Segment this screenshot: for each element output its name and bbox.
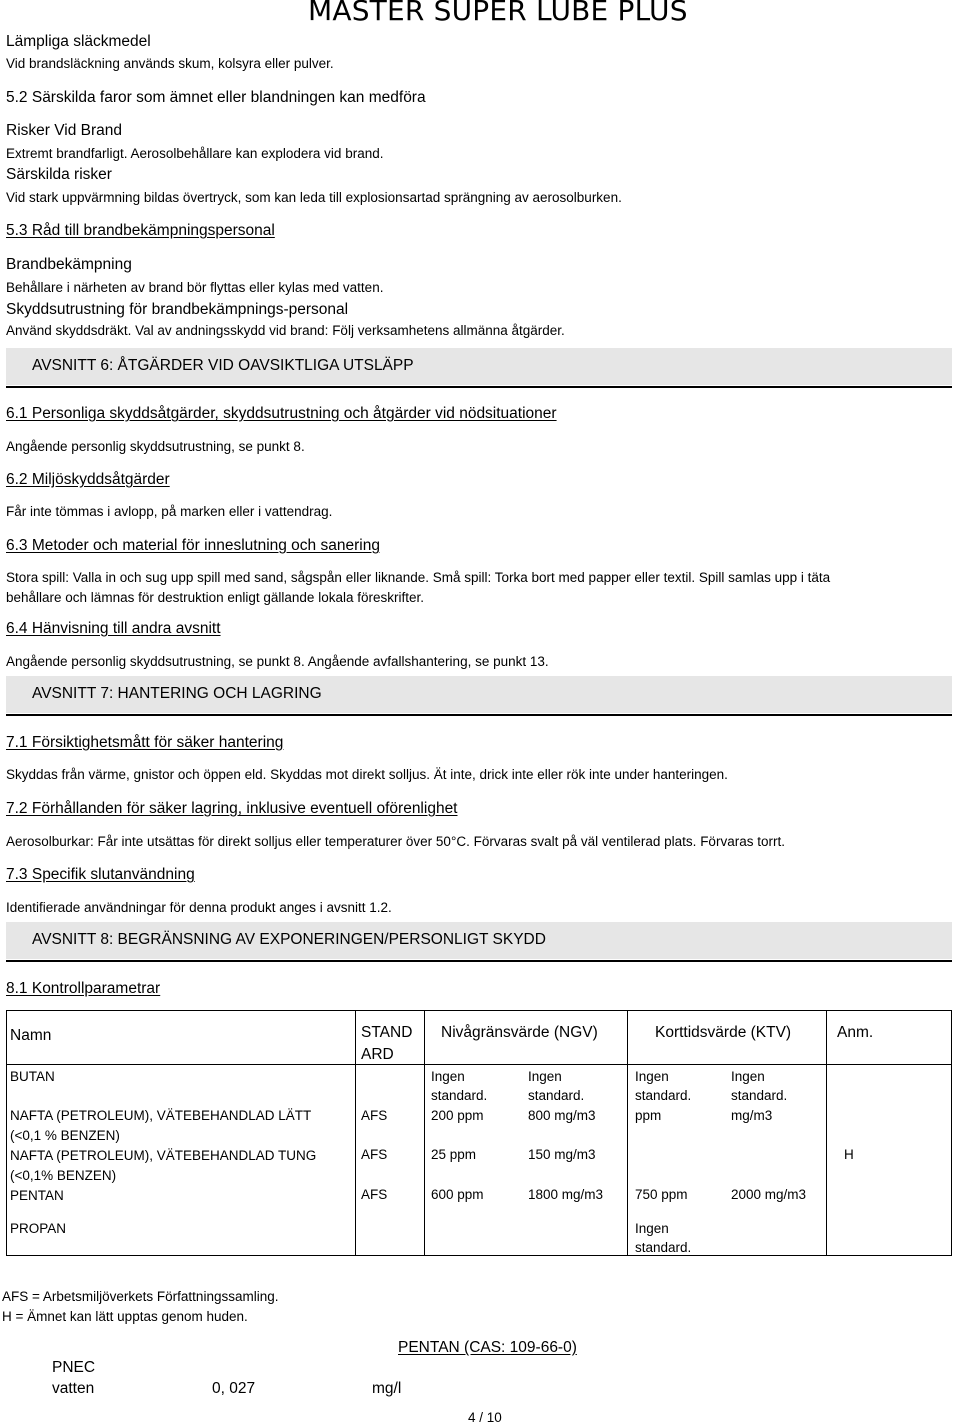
heading-5-2: 5.2 Särskilda faror som ämnet eller blandningen kan medföra <box>6 89 426 106</box>
row-nafta-tung-standard: AFS <box>361 1147 388 1162</box>
row-butan-ngv-mg-2: standard. <box>528 1088 585 1103</box>
row-propan-name: PROPAN <box>10 1221 67 1236</box>
pnec-medium: vatten <box>52 1380 95 1397</box>
text-6-3-line1: Stora spill: Valla in och sug upp spill med sand, sågspån eller liknande. Små spill: Torka bort med papper eller textil. Spill samlas upp i täta <box>6 570 831 585</box>
row-nafta-latt-ngv-mg: 800 mg/m3 <box>528 1108 596 1123</box>
row-butan-name: BUTAN <box>10 1069 55 1084</box>
row-pentan-ktv-mg: 2000 mg/m3 <box>731 1187 807 1202</box>
table-divider <box>826 1010 827 1256</box>
table-divider <box>355 1010 356 1256</box>
note-h: H = Ämnet kan lätt upptas genom huden. <box>2 1309 248 1324</box>
col-header-standard-line2: ARD <box>361 1046 394 1063</box>
pnec-value: 0, 027 <box>212 1380 256 1397</box>
row-pentan-name: PENTAN <box>10 1188 64 1203</box>
col-header-ngv: Nivågränsvärde (NGV) <box>441 1024 598 1041</box>
page-number: 4 / 10 <box>468 1410 502 1425</box>
heading-5-3: 5.3 Råd till brandbekämpningspersonal <box>6 222 275 239</box>
row-nafta-latt-ktv-mg: mg/m3 <box>731 1108 773 1123</box>
section-divider <box>6 714 952 716</box>
row-butan-ktv-ppm-2: standard. <box>635 1088 692 1103</box>
heading-6-3: 6.3 Metoder och material för inneslutning och sanering <box>6 537 380 554</box>
col-header-ktv: Korttidsvärde (KTV) <box>655 1024 792 1041</box>
table-header-divider <box>6 1064 952 1065</box>
row-butan-ngv-ppm: Ingen <box>431 1069 465 1084</box>
row-nafta-tung-ngv-ppm: 25 ppm <box>431 1147 477 1162</box>
text-6-4: Angående personlig skyddsutrustning, se punkt 8. Angående avfallshantering, se punkt 13. <box>6 654 549 669</box>
row-butan-ktv-ppm: Ingen <box>635 1069 669 1084</box>
section-6-header <box>6 348 952 385</box>
heading-7-3: 7.3 Specifik slutanvändning <box>6 866 195 883</box>
col-header-remark: Anm. <box>837 1024 874 1041</box>
row-propan-ktv-ppm-2: standard. <box>635 1240 692 1255</box>
row-pentan-standard: AFS <box>361 1187 388 1202</box>
row-nafta-latt-standard: AFS <box>361 1108 388 1123</box>
protective-equipment-text: Använd skyddsdräkt. Val av andningsskydd vid brand: Följ verksamhetens allmänna åtgärder. <box>6 323 565 338</box>
row-nafta-latt-ngv-ppm: 200 ppm <box>431 1108 484 1123</box>
text-6-3-line2: behållare och lämnas för destruktion enligt gällande lokala föreskrifter. <box>6 590 424 605</box>
section-7-title: AVSNITT 7: HANTERING OCH LAGRING <box>32 685 322 702</box>
suitable-extinguishing-heading: Lämpliga släckmedel <box>6 33 151 50</box>
row-nafta-latt-name-2: (<0,1 % BENZEN) <box>10 1128 120 1143</box>
heading-8-1: 8.1 Kontrollparametrar <box>6 980 161 997</box>
section-divider <box>6 386 952 388</box>
special-risks-text: Vid stark uppvärmning bildas övertryck, som kan leda till explosionsartad sprängning av aerosolburken. <box>6 190 622 205</box>
row-pentan-ngv-mg: 1800 mg/m3 <box>528 1187 604 1202</box>
row-butan-ktv-mg-2: standard. <box>731 1088 788 1103</box>
pentan-cas-heading: PENTAN (CAS: 109-66-0) <box>398 1339 577 1356</box>
row-butan-ktv-mg: Ingen <box>731 1069 765 1084</box>
pnec-unit: mg/l <box>372 1380 402 1397</box>
table-divider <box>424 1010 425 1256</box>
col-header-name: Namn <box>10 1027 52 1044</box>
document-title: MASTER SUPER LUBE PLUS <box>308 0 688 27</box>
text-7-2: Aerosolburkar: Får inte utsättas för direkt solljus eller temperaturer över 50°C. Förvaras svalt på väl ventilerad plats. Förvaras torrt. <box>6 834 785 849</box>
row-nafta-latt-name: NAFTA (PETROLEUM), VÄTEBEHANDLAD LÄTT <box>10 1108 312 1123</box>
section-8-header <box>6 922 952 959</box>
text-7-3: Identifierade användningar för denna produkt anges i avsnitt 1.2. <box>6 900 392 915</box>
firefighting-text: Behållare i närheten av brand bör flyttas eller kylas med vatten. <box>6 280 384 295</box>
fire-risks-text: Extremt brandfarligt. Aerosolbehållare kan explodera vid brand. <box>6 146 384 161</box>
firefighting-heading: Brandbekämpning <box>6 256 132 273</box>
section-6-title: AVSNITT 6: ÅTGÄRDER VID OAVSIKTLIGA UTSLÄPP <box>32 357 414 374</box>
row-nafta-tung-remark: H <box>844 1147 854 1162</box>
note-afs: AFS = Arbetsmiljöverkets Författningssamling. <box>2 1289 279 1304</box>
fire-risks-heading: Risker Vid Brand <box>6 122 123 139</box>
text-6-1: Angående personlig skyddsutrustning, se punkt 8. <box>6 439 305 454</box>
col-header-standard-line1: STAND <box>361 1024 413 1041</box>
section-7-header <box>6 676 952 713</box>
row-nafta-tung-name: NAFTA (PETROLEUM), VÄTEBEHANDLAD TUNG <box>10 1148 317 1163</box>
row-butan-ngv-ppm-2: standard. <box>431 1088 488 1103</box>
section-8-title: AVSNITT 8: BEGRÄNSNING AV EXPONERINGEN/PERSONLIGT SKYDD <box>32 931 546 948</box>
section-divider <box>6 960 952 962</box>
protective-equipment-heading: Skyddsutrustning för brandbekämpnings-personal <box>6 301 349 318</box>
heading-6-4: 6.4 Hänvisning till andra avsnitt <box>6 620 221 637</box>
text-6-2: Får inte tömmas i avlopp, på marken eller i vattendrag. <box>6 504 333 519</box>
row-pentan-ktv-ppm: 750 ppm <box>635 1187 688 1202</box>
heading-7-1: 7.1 Försiktighetsmått för säker hantering <box>6 734 284 751</box>
row-nafta-tung-ngv-mg: 150 mg/m3 <box>528 1147 596 1162</box>
pnec-label: PNEC <box>52 1359 96 1376</box>
heading-6-1: 6.1 Personliga skyddsåtgärder, skyddsutrustning och åtgärder vid nödsituationer <box>6 405 557 422</box>
table-divider <box>627 1010 628 1256</box>
row-nafta-latt-ktv-ppm: ppm <box>635 1108 662 1123</box>
row-pentan-ngv-ppm: 600 ppm <box>431 1187 484 1202</box>
heading-7-2: 7.2 Förhållanden för säker lagring, inklusive eventuell oförenlighet <box>6 800 458 817</box>
exposure-limits-table <box>6 1010 952 1256</box>
row-butan-ngv-mg: Ingen <box>528 1069 562 1084</box>
heading-6-2: 6.2 Miljöskyddsåtgärder <box>6 471 170 488</box>
special-risks-heading: Särskilda risker <box>6 166 112 183</box>
suitable-extinguishing-text: Vid brandsläckning används skum, kolsyra eller pulver. <box>6 56 334 71</box>
text-7-1: Skyddas från värme, gnistor och öppen eld. Skyddas mot direkt solljus. Ät inte, drick inte eller rök inte under hanteringen. <box>6 767 728 782</box>
row-nafta-tung-name-2: (<0,1% BENZEN) <box>10 1168 117 1183</box>
row-propan-ktv-ppm: Ingen <box>635 1221 669 1236</box>
